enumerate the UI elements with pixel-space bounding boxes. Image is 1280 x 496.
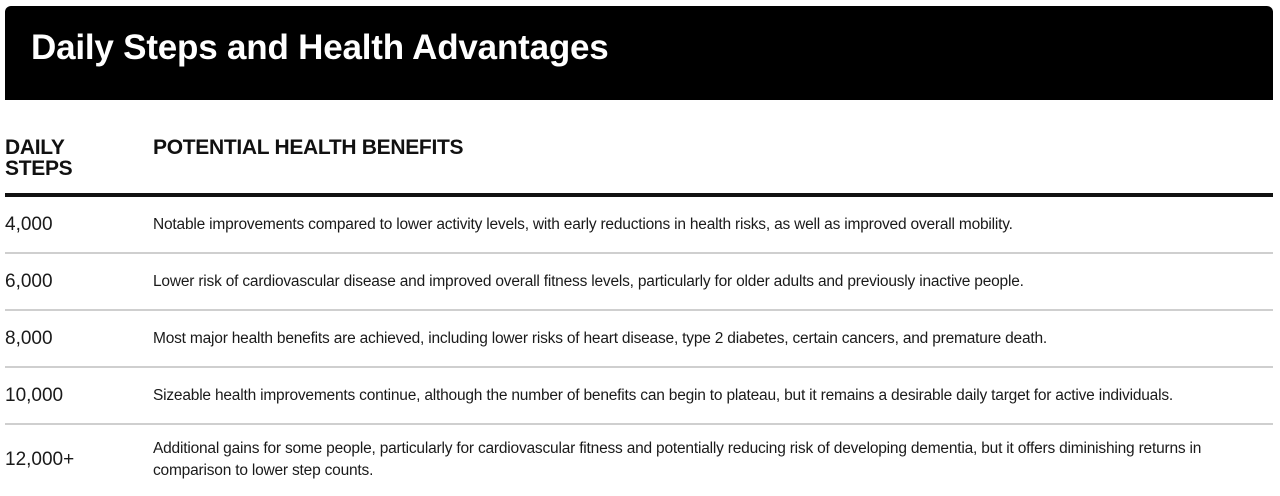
table-row [5,197,1273,254]
table-row [5,368,1273,425]
page-title: Daily Steps and Health Advantages [31,28,609,67]
benefit-cell: Lower risk of cardiovascular disease and improved overall fitness levels, particularly for older adults and previously inactive people. [153,272,1024,290]
table-row [5,254,1273,311]
column-header-daily-steps: DAILY STEPS [5,136,73,180]
steps-cell: 6,000 [5,270,53,292]
column-header-health-benefits: POTENTIAL HEALTH BENEFITS [153,136,464,159]
steps-cell: 10,000 [5,384,64,406]
benefits-table [5,100,1273,495]
benefit-cell: Additional gains for some people, particularly for cardiovascular fitness and potentially reducing risk of developing dementia, but it offers diminishing returns in comparison to lower step counts. [153,440,1202,479]
steps-cell: 12,000+ [5,449,75,470]
table-row [5,425,1273,495]
benefit-cell: Most major health benefits are achieved, including lower risks of heart disease, type 2 diabetes, certain cancers, and premature death. [153,329,1048,347]
steps-cell: 4,000 [5,213,53,235]
benefit-cell: Sizeable health improvements continue, although the number of benefits can begin to plateau, but it remains a desirable daily target for active individuals. [153,386,1173,404]
title-banner [5,6,1273,100]
benefit-cell: Notable improvements compared to lower activity levels, with early reductions in health risks, as well as improved overall mobility. [153,215,1013,233]
table-row [5,311,1273,368]
table-header [5,100,1273,197]
steps-cell: 8,000 [5,327,53,349]
